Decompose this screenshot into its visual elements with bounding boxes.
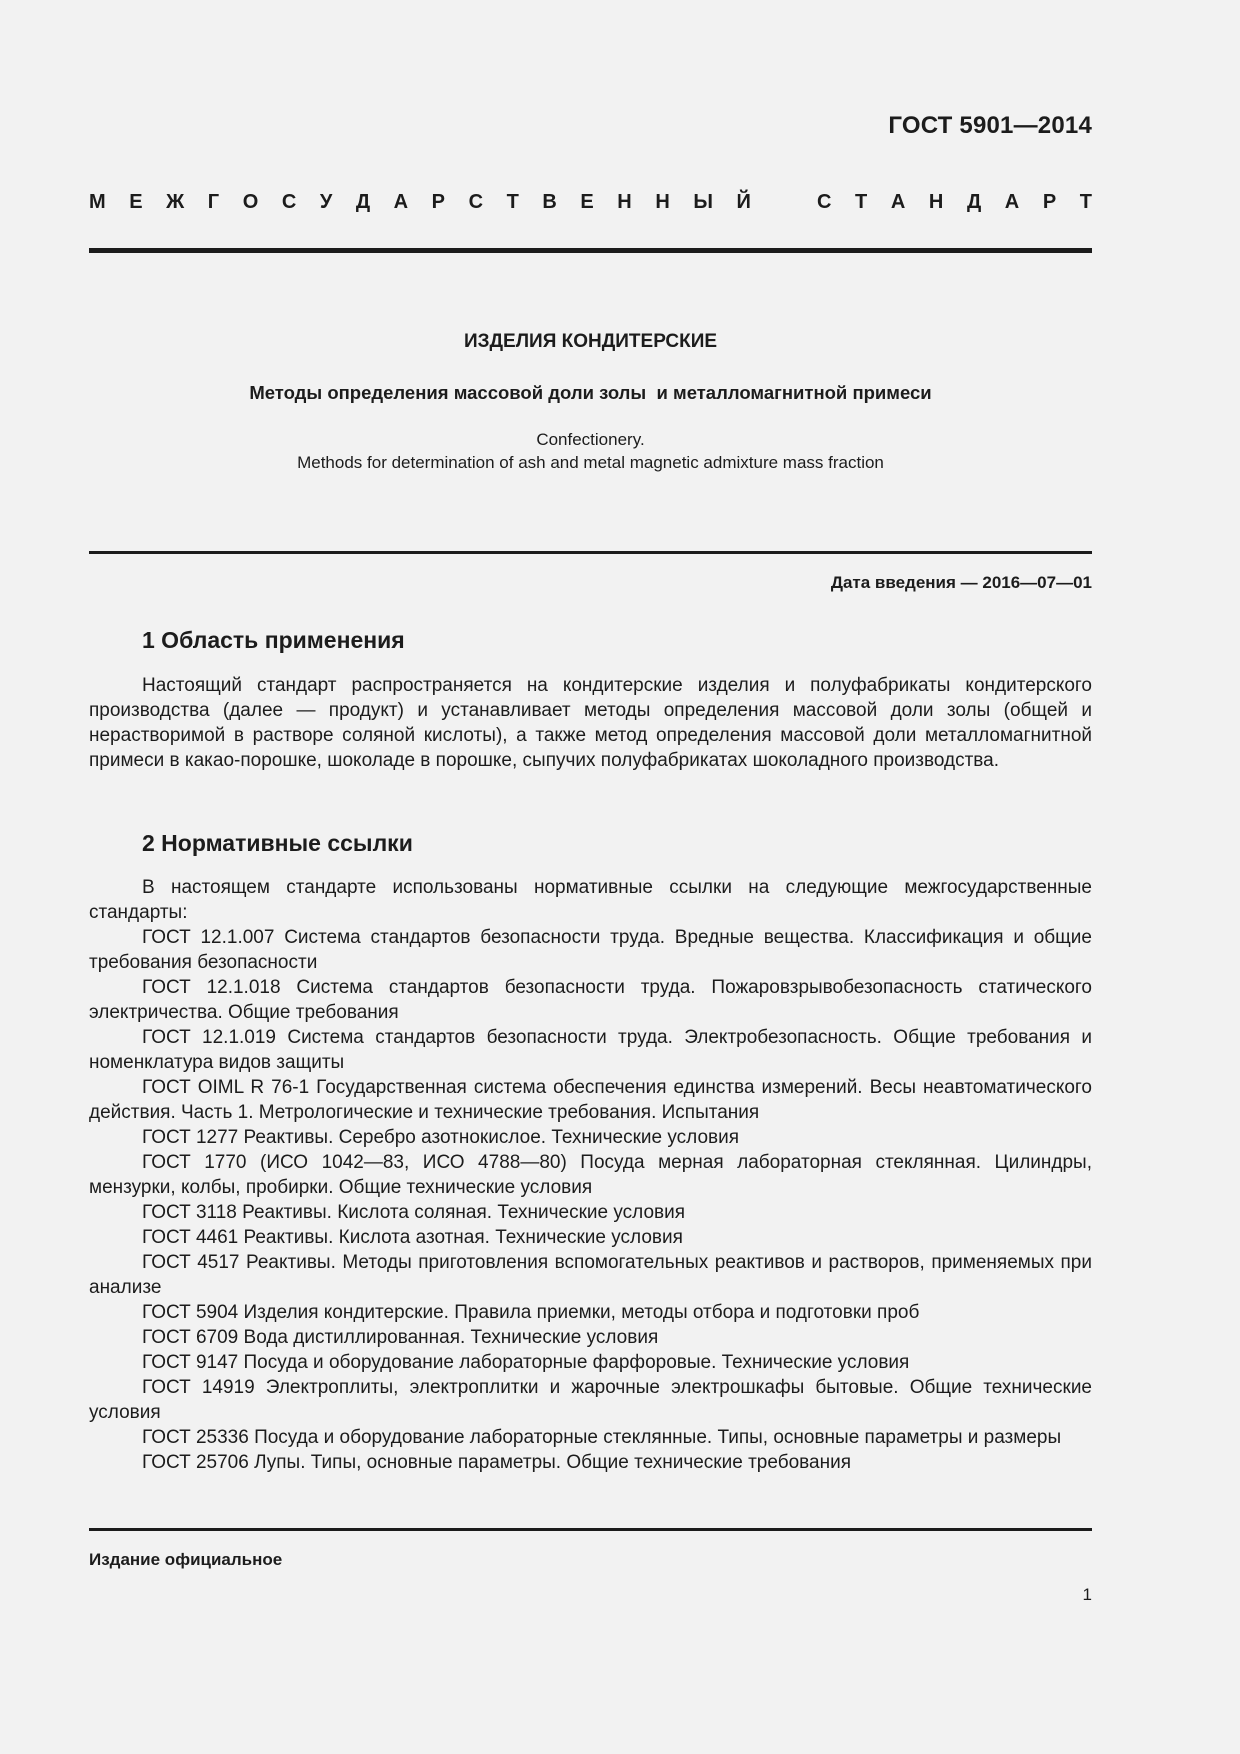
banner-letter: Н xyxy=(617,191,632,213)
banner-letter: М xyxy=(89,191,106,213)
section-heading-normative-references: 2 Нормативные ссылки xyxy=(142,830,413,856)
title-rule xyxy=(89,551,1092,554)
banner-word-interstate xyxy=(89,191,751,214)
list-item: ГОСТ 12.1.007 Система стандартов безопасности труда. Вредные вещества. Классификация и общие требования безопасности xyxy=(89,927,1092,973)
standard-number: ГОСТ 5901—2014 xyxy=(888,112,1092,139)
banner-letter: Т xyxy=(1079,191,1092,213)
banner-letter: Й xyxy=(736,191,751,213)
banner-letter: Р xyxy=(1042,191,1057,213)
list-item: ГОСТ 3118 Реактивы. Кислота соляная. Технические условия xyxy=(142,1202,686,1223)
banner-letter: С xyxy=(281,191,297,213)
list-item: ГОСТ 6709 Вода дистиллированная. Технические условия xyxy=(142,1327,659,1348)
banner-letter: Ж xyxy=(166,191,185,213)
interstate-standard-banner xyxy=(89,191,1092,214)
banner-letter: А xyxy=(1004,191,1020,213)
introduction-date: Дата введения — 2016—07—01 xyxy=(830,573,1092,592)
banner-letter: Т xyxy=(506,191,519,213)
banner-letter: А xyxy=(890,191,906,213)
banner-letter: Н xyxy=(655,191,670,213)
banner-letter: Е xyxy=(580,191,594,213)
section-heading-scope: 1 Область применения xyxy=(142,627,405,653)
banner-letter: Н xyxy=(928,191,944,213)
list-item: ГОСТ 1277 Реактивы. Серебро азотнокислое. Технические условия xyxy=(142,1127,740,1148)
banner-letter: С xyxy=(817,191,832,213)
header-rule xyxy=(89,248,1092,253)
document-page xyxy=(89,0,1092,1754)
list-item: ГОСТ 12.1.019 Система стандартов безопасности труда. Электробезопасность. Общие требования и номенклатура видов защиты xyxy=(89,1027,1092,1073)
list-item: ГОСТ 4461 Реактивы. Кислота азотная. Технические условия xyxy=(142,1227,683,1248)
english-title-line2: Methods for determination of ash and metal magnetic admixture mass fraction xyxy=(297,453,884,472)
banner-letter: Ы xyxy=(693,191,713,213)
document-title: ИЗДЕЛИЯ КОНДИТЕРСКИЕ xyxy=(463,331,718,352)
document-subtitle: Методы определения массовой доли золы и металломагнитной примеси xyxy=(249,382,932,403)
list-item: ГОСТ 25706 Лупы. Типы, основные параметры. Общие технические требования xyxy=(142,1452,851,1473)
english-title-line1: Confectionery. xyxy=(536,430,645,449)
list-item: ГОСТ 12.1.018 Система стандартов безопасности труда. Пожаровзрывобезопасность статического электричества. Общие требования xyxy=(89,977,1092,1023)
banner-letter: О xyxy=(242,191,259,213)
list-item: ГОСТ 5904 Изделия кондитерские. Правила приемки, методы отбора и подготовки проб xyxy=(142,1302,920,1323)
list-item: ГОСТ 25336 Посуда и оборудование лабораторные стеклянные. Типы, основные параметры и размеры xyxy=(142,1427,1062,1448)
banner-letter: Д xyxy=(966,191,982,213)
banner-letter: Е xyxy=(129,191,143,213)
banner-letter: В xyxy=(542,191,557,213)
list-item: В настоящем стандарте использованы нормативные ссылки на следующие межгосударственные стандарты: xyxy=(89,877,1092,923)
banner-letter: У xyxy=(319,191,333,213)
page-number: 1 xyxy=(1082,1585,1092,1604)
footer-rule xyxy=(89,1528,1092,1531)
banner-letter: Д xyxy=(355,191,371,213)
list-item: ГОСТ 1770 (ИСО 1042—83, ИСО 4788—80) Посуда мерная лабораторная стеклянная. Цилиндры, мензурки, колбы, пробирки. Общие технические условия xyxy=(89,1152,1092,1198)
list-item: ГОСТ 9147 Посуда и оборудование лабораторные фарфоровые. Технические условия xyxy=(142,1352,910,1373)
banner-letter: Г xyxy=(207,191,220,213)
banner-letter: Р xyxy=(431,191,446,213)
banner-letter: С xyxy=(468,191,484,213)
normative-references-list xyxy=(89,875,1092,1475)
banner-letter: А xyxy=(393,191,409,213)
banner-letter: Т xyxy=(855,191,868,213)
list-item: ГОСТ 4517 Реактивы. Методы приготовления вспомогательных реактивов и растворов, применяемых при анализе xyxy=(89,1252,1092,1298)
official-edition-label: Издание официальное xyxy=(89,1550,283,1569)
scope-paragraph: Настоящий стандарт распространяется на кондитерские изделия и полуфабрикаты кондитерского производства (далее — продукт) и устанавливает методы определения массовой доли золы (общей и нерастворимой в растворе соляной кислоты), а также метод определения массовой доли металломагнитной примеси в какао-порошке, шоколаде в порошке, сыпучих полуфабрикатах шоколадного производства. xyxy=(89,675,1092,771)
banner-word-standard xyxy=(817,191,1092,214)
list-item: ГОСТ 14919 Электроплиты, электроплитки и жарочные электрошкафы бытовые. Общие технические условия xyxy=(89,1377,1092,1423)
list-item: ГОСТ OIML R 76-1 Государственная система обеспечения единства измерений. Весы неавтоматического действия. Часть 1. Метрологические и технические требования. Испытания xyxy=(89,1077,1092,1123)
